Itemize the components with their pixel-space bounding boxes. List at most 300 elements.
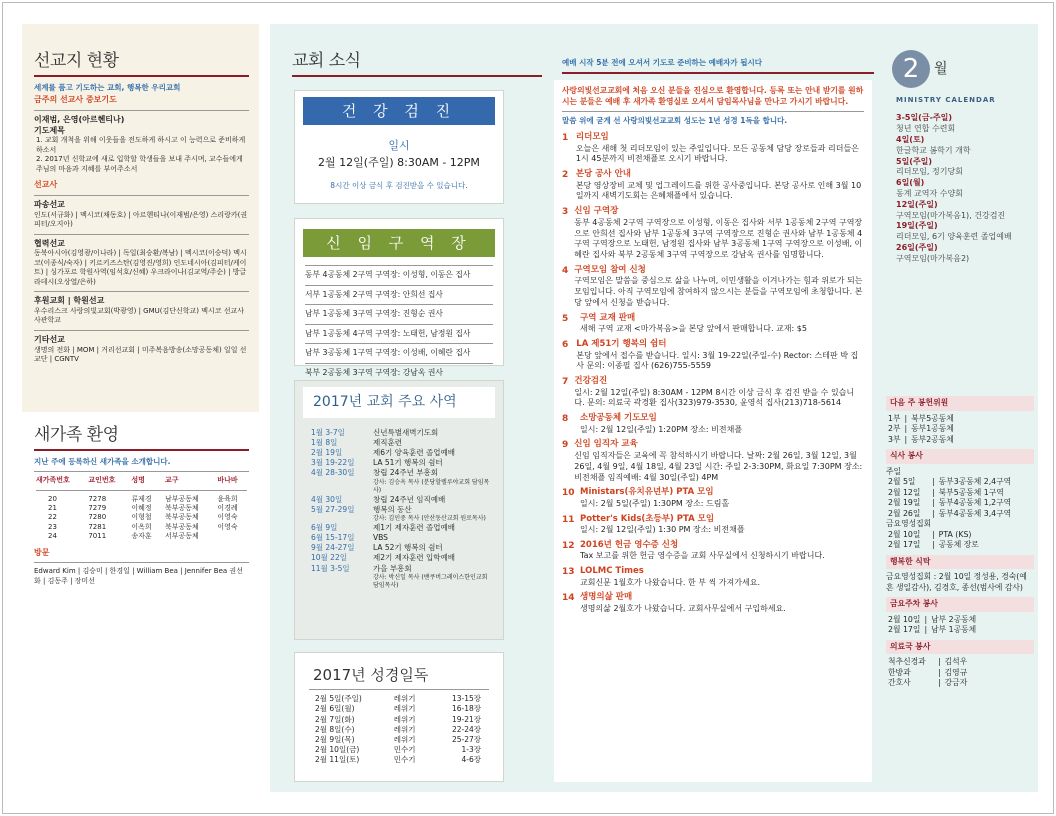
cell: 2월 19일 <box>888 498 921 508</box>
health-date: 2월 12일(주일) 8:30AM - 12PM <box>318 156 480 170</box>
col-header: 교구 <box>164 476 179 485</box>
item-number: 11 <box>562 514 575 525</box>
divider <box>34 562 249 563</box>
divider <box>34 110 249 111</box>
news-item <box>562 265 864 309</box>
cell: 북부공동체 <box>164 513 199 522</box>
cell: 10월 22일 <box>311 553 347 563</box>
news-item <box>562 132 864 165</box>
divider <box>34 75 249 77</box>
table-row <box>309 564 495 590</box>
divider <box>562 111 864 112</box>
item-body: 일시: 2월 12일(주일) 1:30 PM 장소: 비전채플 <box>580 525 745 535</box>
cell: 창립 24주년 부흥회 <box>373 468 439 478</box>
item-body: Tax 보고를 위한 헌금 영수증을 교회 사무실에서 신청하시기 바랍니다. <box>580 551 825 561</box>
cell: 동부2공동체 <box>911 434 954 444</box>
col-header: 바나바 <box>217 476 238 485</box>
cell: 2월 17일 <box>888 540 921 550</box>
meal-head: 식사 봉사 <box>886 449 1034 464</box>
offering-table <box>886 414 956 446</box>
health-note: 8시간 이상 금식 후 검진받을 수 있습니다. <box>330 180 468 190</box>
cell: 남부공동체 <box>164 494 199 503</box>
news-header <box>292 50 552 83</box>
cell: 2월 10일 <box>888 529 921 539</box>
cell: 7281 <box>88 522 107 531</box>
mission-subtitle: 세계를 품고 기도하는 교회, 행복한 우리교회 <box>34 82 181 92</box>
cell: 제2기 제자훈련 입학예배 <box>373 553 455 563</box>
events-table <box>309 428 495 590</box>
prayer-list <box>34 136 249 174</box>
item-number: 2 <box>562 170 569 181</box>
item-title: LOLMC Times <box>580 566 644 577</box>
prayer-item: 1. 교회 개척을 위해 이웃들을 전도하게 하시고 이 능력으로 준비하게 하소서 <box>36 136 246 154</box>
cell: 2월 11일(토) <box>315 755 360 764</box>
cell: LA 52기 행복의 쉼터 <box>373 543 443 553</box>
cell: 레위기 <box>393 714 416 724</box>
cell: 6월 15-17일 <box>311 533 355 543</box>
table-row: 척추신경과 | 김석우 <box>888 657 968 667</box>
cell: LA 51기 행복의 쉼터 <box>373 458 443 468</box>
table-row: 1부 | 북부5공동체 <box>888 413 954 423</box>
item-body: 새해 구역 교재 <마가복음>을 본당 앞에서 판매합니다. 교재: $5 <box>580 324 807 334</box>
item-title: 신임 구역장 <box>574 206 619 217</box>
cell: 2월 26일 <box>888 508 921 518</box>
table-row: 한방과 | 김영규 <box>888 667 968 677</box>
table-row: 2부 | 동부1공동체 <box>888 424 954 434</box>
cell: 제직훈련 <box>373 438 402 448</box>
cell: 2월 5일(주일) <box>315 694 362 704</box>
table-row: 2월 19일 | 동부4공동체 1,2구역 <box>888 498 1012 508</box>
cell: 간호사 <box>888 678 911 688</box>
cell: 레위기 <box>393 734 416 744</box>
table-row <box>313 745 483 755</box>
cell: 제6기 양육훈련 졸업예배 <box>373 448 455 458</box>
item-number: 14 <box>562 593 575 604</box>
item-body: 오늘은 새해 첫 리더모임이 있는 주일입니다. 모든 공동체 담당 장로들과 리더들은 1시 45분까지 비전채플로 오시기 바랍니다. <box>575 143 859 164</box>
item-body: 신임 임직자들은 교육에 꼭 참석하시기 바랍니다. 날짜: 2월 26일, 3월 12일, 3월 26일, 4월 9일, 4월 18일, 4월 23일 시간: 주일 2-3:30PM, 화요일 7:30PM 장소: 비전채플 임직예배: 4월 30일(주일) 4PM <box>574 450 863 482</box>
table-row <box>34 513 249 522</box>
cell: 레위기 <box>393 724 416 734</box>
table-row <box>309 543 495 553</box>
cell: 이혜정 <box>131 503 152 512</box>
entry-date: 26일(주일) <box>896 243 938 252</box>
entry-text: 구역모임(마가복음1), 건강검진 <box>896 210 1006 220</box>
cell: 동부1공동체 <box>911 424 954 434</box>
parking-table <box>886 615 978 636</box>
table-row <box>309 533 495 543</box>
medical-head: 의료국 봉사 <box>886 640 1034 655</box>
table-row: 2월 26일 | 동부4공동체 3,4구역 <box>888 508 1012 518</box>
bible-goal-text: 말씀 위에 굳게 선 사랑의빛선교교회 성도는 1년 성경 1독을 합니다. <box>562 116 788 126</box>
calendar-entry <box>896 178 1028 200</box>
table-row <box>309 505 495 523</box>
entry-date: 12일(주일) <box>896 199 938 209</box>
table-row <box>34 532 249 541</box>
cell: 4월 28-30일 <box>311 468 355 478</box>
calendar-entry <box>896 113 1028 135</box>
divider <box>305 304 493 305</box>
col-header: 새가족번호 <box>36 476 70 485</box>
missionary-label: 선교사 <box>34 180 58 190</box>
table-row <box>313 694 483 704</box>
news-item <box>562 413 864 435</box>
item-number: 4 <box>562 265 569 276</box>
cell: 7278 <box>88 494 107 503</box>
table-row: 간호사 | 강금자 <box>888 678 968 688</box>
table-row: 2월 12일 | 북부5공동체 1구역 <box>886 488 1013 499</box>
sponsor-text: 우수리스크 사랑의빛교회(박광영) | GMU(김단신학교) 멕시코 선교사사관학교 <box>34 307 245 325</box>
news-item <box>562 566 864 588</box>
cell: 5월 27-29일 <box>311 504 355 514</box>
item-body: 생명의삶 2월호가 나왔습니다. 교회사무실에서 구입하세요. <box>580 603 786 613</box>
cell: PTA (KS) <box>938 529 972 539</box>
item-title: 건강검진 <box>574 376 608 387</box>
table-row <box>309 495 495 505</box>
bible-reading-head: 2017년 성경일독 <box>313 666 429 684</box>
table-row <box>309 553 495 563</box>
col-header: 교인번호 <box>88 476 116 485</box>
cell: 2월 6일(월) <box>315 704 355 714</box>
dispatch-text: 인도(서규화) | 멕시코(채동호) | 아르헨티나(이재범/은영) 스리랑카(권피터/오지아) <box>34 210 248 229</box>
entry-date: 3-5일(금-주일) <box>896 113 952 123</box>
table-row: 2월 10일 | PTA (KS) <box>886 530 981 541</box>
news-list <box>554 80 872 782</box>
table-row: 3부 | 동부2공동체 <box>888 434 954 444</box>
calendar-entry <box>896 221 1028 243</box>
calendar-entry <box>896 157 1028 179</box>
table-row <box>34 504 249 513</box>
item-title: LA 제51기 행복의 쉼터 <box>576 339 667 350</box>
cell: 김석우 <box>944 657 968 667</box>
entry-date: 6일(월) <box>896 178 925 188</box>
table-row <box>309 458 495 468</box>
entry-date: 19일(주일) <box>896 221 938 231</box>
cell: 2월 8일(수) <box>315 724 355 734</box>
cell: 23 <box>48 522 57 531</box>
cell: 윤육희 <box>217 494 238 503</box>
news-item <box>562 376 864 409</box>
cell: 4월 30일 <box>311 494 343 504</box>
cell: 2월 5일 <box>888 477 916 487</box>
cell: 3월 19-22일 <box>311 458 355 468</box>
cell: 남부 1공동체 <box>931 625 977 635</box>
cell: 11월 3-5일 <box>311 563 350 573</box>
cell: 척추신경과 <box>888 657 926 667</box>
table-row <box>313 725 483 735</box>
entry-date: 4일(토) <box>896 135 925 145</box>
prayer-label: 기도제목 <box>34 125 65 135</box>
cell: 13-15장 <box>451 694 481 704</box>
cell: 레위기 <box>393 704 416 714</box>
entry-text: 청년 연합 수련회 <box>896 124 956 134</box>
cell: 22-24장 <box>451 724 481 734</box>
entry-text: 한글학교 봄학기 개학 <box>896 145 971 155</box>
health-check-box <box>294 90 504 204</box>
cell: 22 <box>48 513 57 522</box>
week-missionary: 이재범, 은영(아르헨티나) <box>34 114 125 124</box>
cell: 남부 2공동체 <box>931 614 977 624</box>
cell: 류제경 <box>131 494 152 503</box>
item-number: 8 <box>562 414 569 425</box>
calendar-entry <box>896 243 1028 265</box>
cell: 2월 19일 <box>311 448 343 458</box>
cell: 9월 24-27일 <box>311 543 355 553</box>
cell: 2부 <box>888 424 901 434</box>
happy-table-text: 금요영성집회 : 2월 10일 정성용, 경숙(예흔 생일감사), 김경호, 종선(범사에 감사) <box>886 572 1027 592</box>
divider <box>305 265 493 266</box>
news-item <box>562 313 864 335</box>
news-item <box>562 439 864 483</box>
main-events-head: 2017년 교회 주요 사역 <box>303 387 495 418</box>
cell: 강금자 <box>944 678 968 688</box>
item-title: 구역 교재 판매 <box>580 312 636 323</box>
item-number: 1 <box>562 133 569 144</box>
cell: 송자훈 <box>131 532 152 541</box>
cell-note: 강사: 박신일 목사 (밴쿠버그레이스한인교회 담임목사) <box>373 573 488 589</box>
parking-head: 금요주차 봉사 <box>886 597 1034 612</box>
cell: 한방과 <box>888 667 911 677</box>
calendar-entry <box>896 135 1028 157</box>
table-row <box>313 755 483 765</box>
divider <box>34 330 249 331</box>
cell: 북부공동체 <box>164 503 199 512</box>
divider <box>34 234 249 235</box>
item-title: 본당 공사 안내 <box>575 169 631 180</box>
cell: 24 <box>48 532 57 541</box>
cell: 1부 <box>888 413 901 423</box>
divider <box>36 490 247 491</box>
month-badge: 2 <box>892 50 930 88</box>
leaders-list <box>295 265 503 378</box>
cell: 1월 3-7일 <box>311 427 345 437</box>
cell: 가을 부흥회 <box>373 563 412 573</box>
meal-sub: 주일 <box>886 466 902 476</box>
new-family-section <box>22 424 259 586</box>
divider <box>305 285 493 286</box>
cell: 6월 9일 <box>311 523 338 533</box>
item-body: 구역모임은 말씀을 중심으로 삶을 나누며, 이민생활을 이겨나가는 힘과 위로가 되는 모임입니다. 아직 구역모임에 참여하지 않으시는 분들을 구역모임에 초청합니다. 본당 앞에서 신청을 받습니다. <box>574 276 863 307</box>
cell: 이옥희 <box>131 522 152 531</box>
leader-row: 남부 1공동체 4구역 구역장: 노태헌, 남정원 집사 <box>305 328 471 338</box>
dispatch-label: 파송선교 <box>34 200 65 209</box>
cell <box>215 532 249 541</box>
cell: 16-18장 <box>451 704 481 714</box>
calendar-entry <box>896 200 1028 222</box>
divider <box>309 689 489 690</box>
item-number: 10 <box>562 488 575 499</box>
item-body: 본당 영상장비 교체 및 업그레이드를 위한 공사중입니다. 본당 공사로 인해 3월 10일까지 새벽기도회는 은혜채플에서 있습니다. <box>575 180 862 201</box>
cell: 북부공동체 <box>164 522 199 531</box>
table-row <box>309 468 495 494</box>
cell: 제1기 제자훈련 졸업예배 <box>373 523 455 533</box>
cell: 19-21장 <box>451 714 481 724</box>
cell: 서부공동체 <box>164 532 199 541</box>
visit-label: 방문 <box>34 547 50 557</box>
cell: 레위기 <box>393 694 416 704</box>
item-title: Ministars(유치유년부) PTA 모임 <box>580 487 714 498</box>
bible-reading-box <box>294 652 504 782</box>
item-number: 13 <box>562 567 575 578</box>
new-family-title: 새가족 환영 <box>34 425 119 445</box>
table-row <box>309 438 495 448</box>
leader-row: 동부 4공동체 2구역 구역장: 이성형, 이동은 집사 <box>305 270 471 280</box>
item-title: 2016년 헌금 영수증 신청 <box>580 539 679 550</box>
meal-table-2 <box>886 530 981 551</box>
cell: 북부5공동체 1구역 <box>938 487 1004 497</box>
item-number: 9 <box>562 440 569 451</box>
cell: 이형철 <box>131 513 152 522</box>
cell: 창립 24주년 임직예배 <box>373 494 446 504</box>
entry-text: 동계 교역자 수양회 <box>896 189 963 199</box>
entry-text: 구역모임(마가복음2) <box>896 253 970 263</box>
table-row: 2월 10일 | 남부 2공동체 <box>888 614 977 624</box>
cell: 1-3장 <box>461 744 481 754</box>
item-title: 구역모임 참여 신청 <box>574 264 646 275</box>
entry-text: 리더모임, 정기당회 <box>896 167 963 177</box>
table-row: 2월 17일 | 공동체 장로 <box>888 540 979 550</box>
cell-note: 강사: 김승옥 목사 (분당할렐루야교회 담임목사) <box>373 478 490 494</box>
leader-row: 북부 2공동체 3구역 구역장: 강남옥 권사 <box>305 367 443 377</box>
cell: 3부 <box>888 434 901 444</box>
cell: 민수기 <box>393 744 416 754</box>
table-row <box>309 428 495 438</box>
ministry-calendar <box>886 36 1034 380</box>
cell: 4-6장 <box>461 755 481 764</box>
cell: 1월 8일 <box>311 438 338 448</box>
divider <box>34 291 249 292</box>
news-item <box>562 540 864 562</box>
cell: 20 <box>48 494 57 503</box>
cell: 2월 9일(목) <box>315 734 355 744</box>
table-row <box>313 704 483 714</box>
week-label: 금주의 선교사 중보기도 <box>34 95 117 105</box>
divider <box>292 75 542 77</box>
cell: 민수기 <box>393 755 416 764</box>
cell: 동부4공동체 1,2구역 <box>938 498 1012 508</box>
item-body: 일시: 2월 5일(주일) 1:30PM 장소: 드림홀 <box>580 498 730 508</box>
worship-banner: 예배 시작 5분 전에 오셔서 기도로 준비하는 예배자가 됩시다 <box>562 58 762 67</box>
news-item <box>562 592 864 614</box>
item-body: 일시: 2월 12일(주일) 1:20PM 장소: 비전채플 <box>580 424 743 434</box>
divider <box>305 363 493 364</box>
main-events-box <box>294 380 504 640</box>
item-title: 신임 임직자 교육 <box>574 439 638 450</box>
etc-text: 생명의 전화 | MOM | 거리선교회 | 미주복음방송(소망공동체) 일일 선교단 | CGNTV <box>34 345 247 364</box>
partner-text: 동북아시아(김영광/이나라) | 독일(최승환/복남) | 멕시코(이승덕) 멕시코(이종식/숙자) | 키르키즈스탄(김영진/영희) 인도네시아(김피터/케이트) | 싱가포르 학원사역(임석호/신혜) 우크라이나(김교역/주순) | 방글라데시(오상열/은하) <box>34 249 247 286</box>
new-family-subtitle: 지난 주에 등록하신 새가족을 소개합니다. <box>34 456 171 466</box>
item-title: Potter's Kids(초등부) PTA 모임 <box>580 513 715 524</box>
cell: VBS <box>373 533 388 543</box>
cell: 동부3공동체 2,4구역 <box>938 477 1012 487</box>
table-row: 2월 17일 | 남부 1공동체 <box>888 625 977 635</box>
prayer-item: 2. 2017년 신학교에 새로 입학할 학생들을 보내 주시며, 교수들에게 주님의 마음과 지혜를 부어주소서 <box>36 155 243 173</box>
table-row <box>313 735 483 745</box>
cell: 7279 <box>88 503 107 512</box>
divider <box>562 72 874 74</box>
cell: 7011 <box>88 532 107 541</box>
cell-note: 강사: 김인중 목사 (안산동산교회 원로목사) <box>373 514 486 522</box>
offering-head: 다음 주 봉헌위원 <box>886 396 1034 411</box>
table-header <box>34 476 249 485</box>
mission-panel <box>22 24 259 412</box>
cell: 2월 10일(금) <box>315 744 360 754</box>
item-title: 생명의삶 판매 <box>580 592 633 603</box>
sponsor-label: 후원교회 | 학원선교 <box>34 296 105 306</box>
leader-row: 남부 3공동체 1구역 구역장: 이성배, 이혜란 집사 <box>305 348 471 358</box>
top-banner <box>562 58 874 74</box>
medical-table <box>886 657 969 689</box>
item-number: 5 <box>562 313 569 324</box>
month-suffix: 월 <box>934 60 948 77</box>
health-date-label: 일시 <box>388 139 410 153</box>
bible-table <box>313 694 483 765</box>
cell: 김영규 <box>944 667 968 677</box>
cell: 이영숙 <box>217 513 238 522</box>
cell: 공동체 장로 <box>938 540 979 550</box>
cell: 2월 10일 <box>888 614 921 624</box>
table-row: 2월 5일 | 동부3공동체 2,4구역 <box>888 477 1012 487</box>
news-item <box>562 487 864 509</box>
cell: 21 <box>48 503 57 512</box>
entry-date: 5일(주일) <box>896 156 933 166</box>
welcome-text: 사랑의빛선교교회에 처음 오신 분들을 진심으로 환영합니다. 등록 또는 안내 받기를 원하시는 분들은 예배 후 새가족 환영실로 오셔서 담임목사님을 만나고 가시기 바랍니다. <box>562 86 864 106</box>
entry-text: 리더모임, 6기 양육훈련 졸업예배 <box>896 232 1012 242</box>
item-number: 12 <box>562 540 575 551</box>
calendar-label: MINISTRY CALENDAR <box>896 96 996 104</box>
news-item <box>562 206 864 261</box>
meal-table <box>886 477 1013 519</box>
item-body: 교회신문 1월호가 나왔습니다. 한 부 씩 가져가세요. <box>580 577 760 587</box>
partner-label: 협력선교 <box>34 238 65 248</box>
leader-row: 남부 1공동체 3구역 구역장: 진형순 권사 <box>305 309 443 319</box>
happy-table-head: 행복한 식탁 <box>886 555 1034 570</box>
table-row <box>309 523 495 533</box>
item-number: 6 <box>562 340 569 351</box>
cell: 이경례 <box>217 503 238 512</box>
etc-label: 기타선교 <box>34 334 65 344</box>
table-row <box>34 523 249 532</box>
visit-text: Edward Kim | 김승미 | 한경일 | William Bea | Jennifer Bea 권선화 | 김동주 | 장미선 <box>34 567 243 585</box>
cell: 동부4공동체 3,4구역 <box>938 508 1012 518</box>
divider <box>305 324 493 325</box>
new-family-table <box>34 476 249 542</box>
item-title: 소망공동체 기도모임 <box>580 413 657 424</box>
new-leaders-head: 신 임 구 역 장 <box>303 229 495 257</box>
divider <box>34 449 249 451</box>
table-row <box>313 715 483 725</box>
service-sections <box>886 392 1034 689</box>
leader-row: 서부 1공동체 2구역 구역장: 안희선 집사 <box>305 289 443 299</box>
calendar-entries <box>886 105 1034 264</box>
cell: 신년특별새벽기도회 <box>373 427 439 437</box>
health-check-head: 건 강 검 진 <box>303 97 495 125</box>
item-number: 7 <box>562 377 569 388</box>
news-item <box>562 514 864 536</box>
col-header: 성명 <box>131 476 145 485</box>
news-item <box>562 339 864 372</box>
table-row <box>309 448 495 458</box>
cell: 이영숙 <box>217 522 238 531</box>
cell: 7280 <box>88 513 107 522</box>
item-body: 일시: 2월 12일(주일) 8:30AM - 12PM 8시간 이상 금식 후 검진 받을 수 있습니다. 문의: 의료국 곽경환 집사(323)979-3530, 윤영석 집사(213)718-5614 <box>574 387 855 408</box>
table-row <box>34 495 249 504</box>
mission-title: 선교지 현황 <box>34 51 119 71</box>
cell: 행복의 동산 <box>373 504 412 514</box>
news-item <box>562 169 864 202</box>
item-body: 동부 4공동체 2구역 구역장으로 이성형, 이동은 집사와 서부 1공동체 2구역 구역장으로 안희선 집사와 남부 1공동체 3구역 구역장으로 진형순 권사와 남부 1공동체 4구역 구역장으로 노태헌, 남정원 집사와 남부 3공동체 1구역 구역장으로 이성배, 이혜란 집사와 북부 2공동체 3구역 구역장으로 강남옥 권사를 임명합니다. <box>574 217 863 260</box>
divider <box>34 195 249 196</box>
cell: 북부5공동체 <box>911 413 954 423</box>
